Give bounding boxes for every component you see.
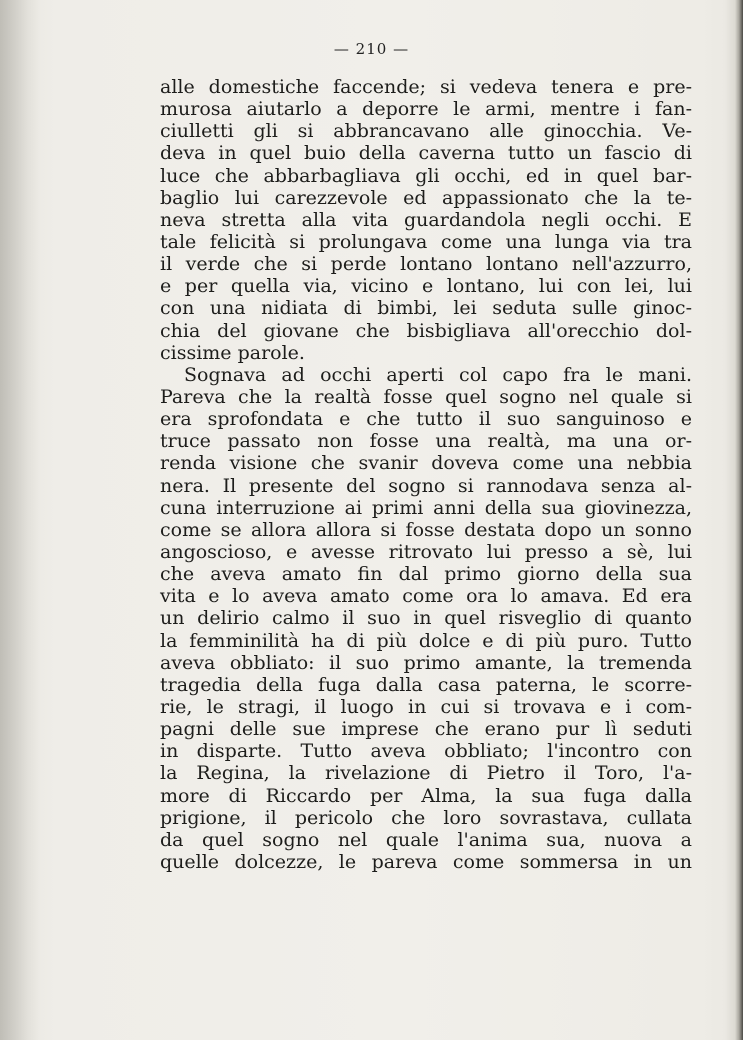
text-line: cuna interruzione ai primi anni della sua giovinezza, (160, 496, 692, 519)
text-line: Pareva che la realtà fosse quel sogno nel quale si (160, 385, 692, 408)
text-line: con una nidiata di bimbi, lei seduta sulle ginoc- (160, 297, 692, 320)
text-line: prigione, il pericolo che loro sovrastava, cullata (160, 806, 692, 829)
text-line: tragedia della fuga dalla casa paterna, le scorre- (160, 673, 692, 696)
text-line: quelle dolcezze, le pareva come sommersa in un (160, 850, 692, 873)
text-line: truce passato non fosse una realtà, ma una or- (160, 430, 692, 453)
text-line: tale felicità si prolungava come una lunga via tra (160, 230, 692, 253)
text-line: chia del giovane che bisbigliava all'orecchio dol- (160, 319, 692, 342)
text-line: come se allora allora si fosse destata dopo un sonno (160, 518, 692, 541)
text-line: e per quella via, vicino e lontano, lui con lei, lui (160, 275, 692, 298)
text-line: more di Riccardo per Alma, la sua fuga dalla (160, 784, 692, 807)
text-line: alle domestiche faccende; si vedeva tenera e pre- (160, 76, 692, 98)
text-line: ciulletti gli si abbrancavano alle ginocchia. Ve- (160, 120, 692, 143)
text-line: luce che abbarbagliava gli occhi, ed in quel bar- (160, 164, 692, 187)
page-edge (725, 0, 743, 1040)
text-line: la Regina, la rivelazione di Pietro il Toro, l'a- (160, 762, 692, 785)
page-number: — 210 — (333, 40, 410, 58)
text-line: aveva obbliato: il suo primo amante, la tremenda (160, 651, 692, 674)
text-line: rie, le stragi, il luogo in cui si trovava e i com- (160, 695, 692, 718)
text-line: nera. Il presente del sogno si rannodava senza al- (160, 474, 692, 497)
text-line: la femminilità ha di più dolce e di più puro. Tutto (160, 629, 692, 652)
body-text (160, 76, 692, 873)
text-line: renda visione che svanir doveva come una nebbia (160, 452, 692, 475)
text-line: da quel sogno nel quale l'anima sua, nuova a (160, 828, 692, 851)
text-line: in disparte. Tutto aveva obbliato; l'incontro con (160, 740, 692, 763)
text-line: vita e lo aveva amato come ora lo amava. Ed era (160, 585, 692, 608)
text-line: neva stretta alla vita guardandola negli occhi. E (160, 208, 692, 231)
text-line: il verde che si perde lontano lontano nell'azzurro, (160, 253, 692, 276)
text-line: baglio lui carezzevole ed appassionato che la te- (160, 186, 692, 209)
text-line: un delirio calmo il suo in quel risveglio di quanto (160, 607, 692, 630)
text-line: pagni delle sue imprese che erano pur lì seduti (160, 718, 692, 741)
text-line: deva in quel buio della caverna tutto un fascio di (160, 142, 692, 165)
text-line: era sprofondata e che tutto il suo sanguinoso e (160, 408, 692, 431)
text-line: murosa aiutarlo a deporre le armi, mentre i fan- (160, 98, 692, 121)
paragraph-start-line: Sognava ad occhi aperti col capo fra le mani. (184, 363, 692, 386)
spine-shadow (0, 0, 40, 1040)
text-line: cissime parole. (160, 341, 305, 364)
text-line: angoscioso, e avesse ritrovato lui presso a sè, lui (160, 540, 692, 563)
text-line: che aveva amato fin dal primo giorno della sua (160, 563, 692, 586)
